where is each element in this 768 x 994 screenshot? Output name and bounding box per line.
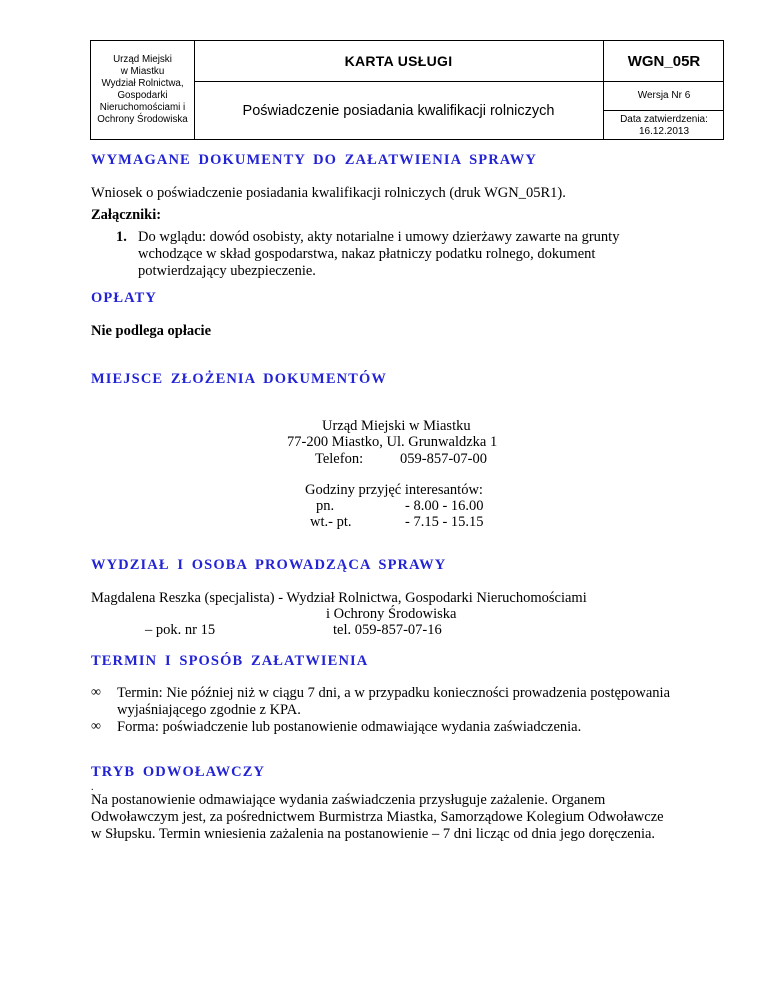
organization-name [91,41,194,139]
person-phone: tel. 059-857-07-16 [333,622,442,638]
org-line: Nieruchomościami i [99,102,186,113]
header-table [90,40,724,140]
office-address: 77-200 Miastko, Ul. Grunwaldzka 1 [287,434,498,450]
document-code: WGN_05R [627,52,701,70]
term-line: Termin: Nie później niż w ciągu 7 dni, a w przypadku konieczności prowadzenia postępowania [117,685,671,701]
section-heading-person: WYDZIAŁ I OSOBA PROWADZĄCA SPRAWY [91,557,447,573]
hours-time: - 7.15 - 15.15 [405,514,484,530]
approval-date: 16.12.2013 [638,125,690,137]
department-line: i Ochrony Środowiska [326,606,457,622]
appeal-line: Odwoławczym jest, za pośrednictwem Burmistrza Miastka, Samorządowe Kolegium Odwoławcze [91,809,664,825]
org-line: Urząd Miejski [113,54,172,65]
infinity-bullet-icon: ∞ [91,719,101,734]
card-title: KARTA USŁUGI [344,53,453,69]
hours-title: Godziny przyjęć interesantów: [305,482,483,498]
attachment-line: wchodzące w skład gospodarstwa, nakaz płatniczy podatku rolnego, dokument [138,246,596,262]
fees-text: Nie podlega opłacie [91,323,212,339]
form-line: Forma: poświadczenie lub postanowienie odmawiające wydania zaświadczenia. [117,719,582,735]
section-heading-appeal: TRYB ODWOŁAWCZY [91,764,266,780]
application-text: Wniosek o poświadczenie posiadania kwalifikacji rolniczych (druk WGN_05R1). [91,185,566,201]
phone-number: 059-857-07-00 [400,451,487,467]
org-line: Wydział Rolnictwa, [101,78,184,89]
term-line: wyjaśniającego zgodnie z KPA. [117,702,301,718]
org-line: Ochrony Środowiska [97,114,188,125]
approval-date-block [603,110,725,141]
infinity-bullet-icon: ∞ [91,685,101,700]
list-item-number: 1. [116,229,127,245]
office-name: Urząd Miejski w Miastku [322,418,471,434]
approval-label: Data zatwierdzenia: [620,113,708,125]
section-heading-term: TERMIN I SPOSÓB ZAŁATWIENIA [91,653,369,669]
section-heading-documents: WYMAGANE DOKUMENTY DO ZAŁATWIENIA SPRAWY [91,152,537,168]
room-number: – pok. nr 15 [145,622,216,638]
appeal-line: w Słupsku. Termin wniesienia zażalenia na postanowienie – 7 dni licząc od dnia jego doręczenia. [91,826,656,842]
hours-time: - 8.00 - 16.00 [405,498,484,514]
attachments-label: Załączniki: [91,207,162,223]
section-heading-place: MIEJSCE ZŁOŻENIA DOKUMENTÓW [91,371,387,387]
hours-days: wt.- pt. [310,514,352,530]
hours-days: pn. [316,498,335,514]
appeal-dot: . [91,782,94,793]
attachment-line: Do wglądu: dowód osobisty, akty notarialne i umowy dzierżawy zawarte na grunty [138,229,620,245]
appeal-line: Na postanowienie odmawiające wydania zaświadczenia przysługuje zażalenie. Organem [91,792,606,808]
person-line: Magdalena Reszka (specjalista) - Wydział Rolnictwa, Gospodarki Nieruchomościami [91,590,587,606]
org-line: w Miastku [120,66,165,77]
section-heading-fees: OPŁATY [91,290,157,306]
service-title: Poświadczenie posiadania kwalifikacji rolniczych [242,103,555,119]
org-line: Gospodarki [117,90,168,101]
attachment-line: potwierdzający ubezpieczenie. [138,263,316,279]
version-label: Wersja Nr 6 [637,90,691,101]
phone-label: Telefon: [315,451,364,467]
